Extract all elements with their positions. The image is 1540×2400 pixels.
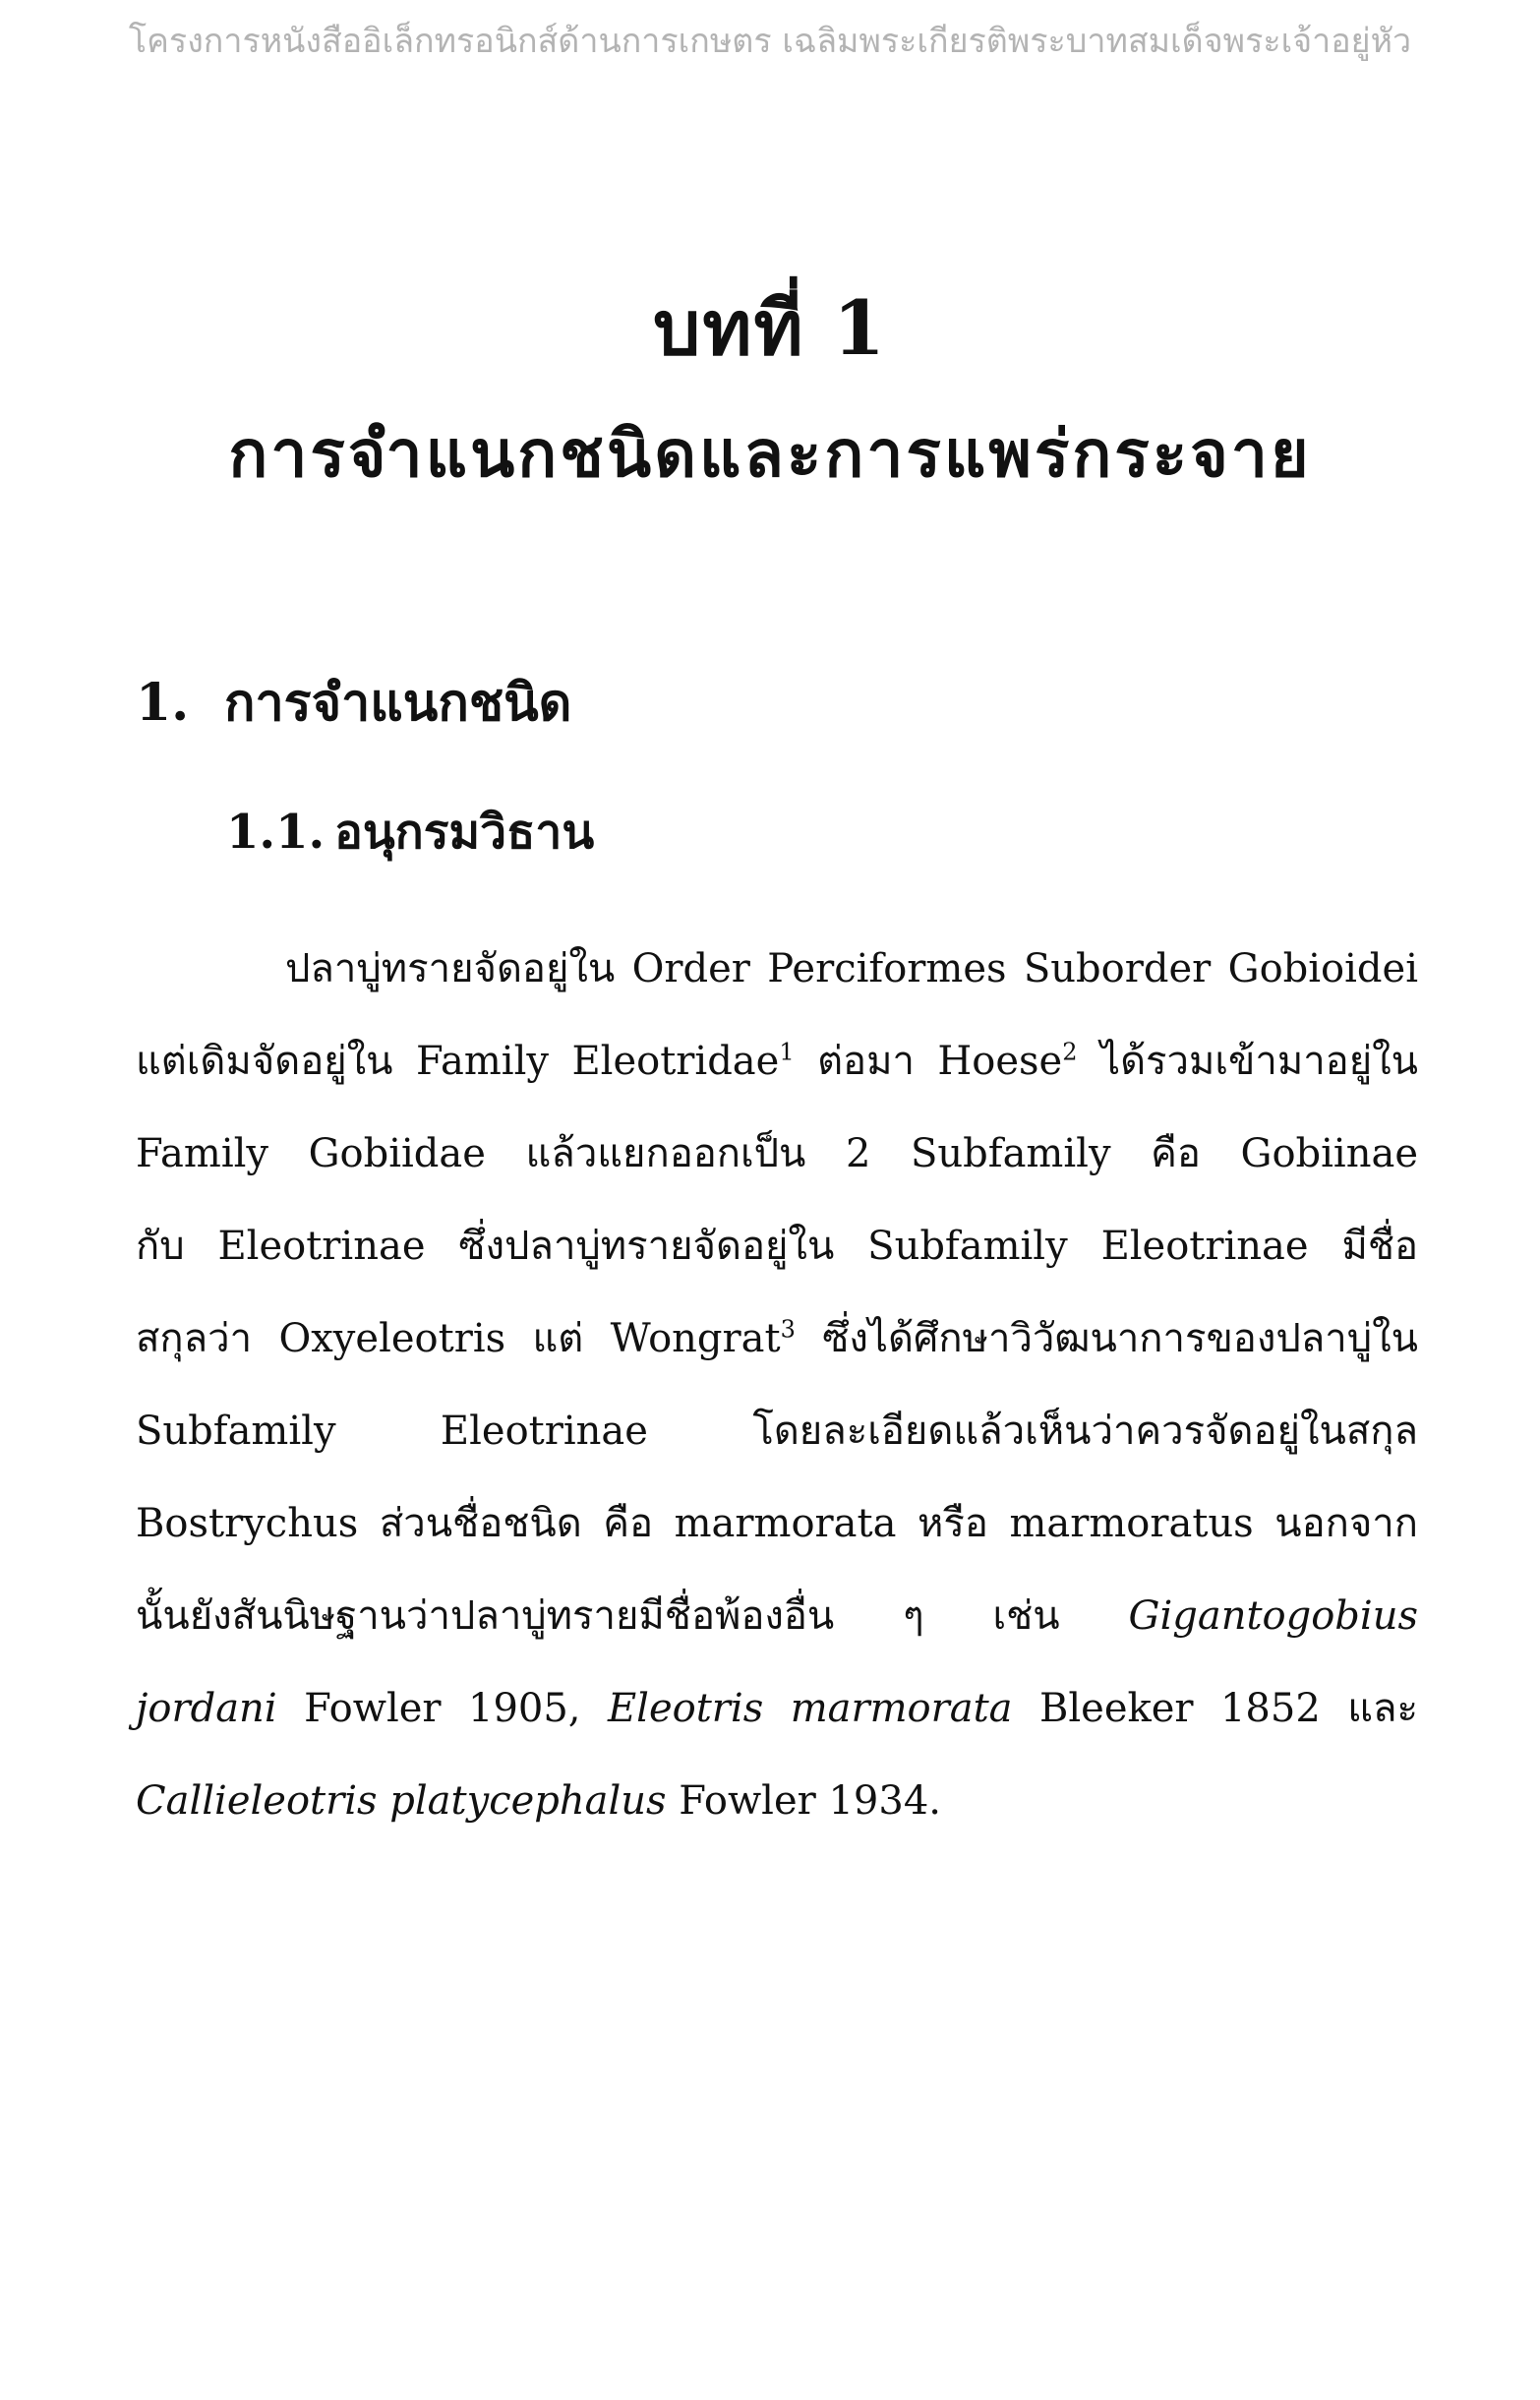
- species-name: Eleotris marmorata: [607, 1686, 1013, 1731]
- footnote-marker: 3: [780, 1315, 796, 1344]
- chapter-number: บทที่ 1: [653, 284, 887, 372]
- body-paragraph: [136, 923, 1418, 1847]
- section-number: 1.: [136, 673, 190, 733]
- section-title: การจำแนกชนิด: [224, 673, 572, 733]
- text-run: ได้รวมเข้ามาอยู่ใน: [1077, 1039, 1419, 1084]
- paragraph-line: [136, 923, 1418, 1015]
- species-name: jordani: [136, 1686, 277, 1731]
- species-name: Callieleotris platycephalus: [136, 1778, 667, 1824]
- watermark-header: โครงการหนังสืออิเล็กทรอนิกส์ด้านการเกษตร เฉลิมพระเกียรติพระบาทสมเด็จพระเจ้าอยู่หัว: [128, 22, 1412, 61]
- text-run: ซึ่งได้ศึกษาวิวัฒนาการของปลาบู่ใน: [795, 1316, 1418, 1361]
- footnote-marker: 2: [1062, 1038, 1078, 1066]
- text-run: ปลาบู่ทรายจัดอยู่ใน Order Perciformes Suborder Gobioidei: [285, 946, 1418, 991]
- text-run: นั้นยังสันนิษฐานว่าปลาบู่ทรายมีชื่อพ้องอื่น ๆ เช่น: [136, 1593, 1129, 1639]
- subsection-number: 1.1.: [226, 805, 326, 860]
- text-run: กับ Eleotrinae ซึ่งปลาบู่ทรายจัดอยู่ใน Subfamily Eleotrinae มีชื่อ: [136, 1224, 1418, 1269]
- subsection-heading: [226, 795, 594, 870]
- species-name: Gigantogobius: [1128, 1593, 1418, 1639]
- text-run: Bostrychus ส่วนชื่อชนิด คือ marmorata หรือ marmoratus นอกจาก: [136, 1501, 1418, 1546]
- text-run: Fowler 1905,: [276, 1686, 608, 1731]
- paragraph-line: [136, 1015, 1418, 1108]
- text-run: Fowler 1934.: [666, 1778, 941, 1824]
- paragraph-line: [136, 1477, 1418, 1570]
- text-run: สกุลว่า Oxyeleotris แต่ Wongrat: [136, 1316, 781, 1361]
- subsection-title: อนุกรมวิธาน: [334, 805, 595, 860]
- paragraph-line: [136, 1292, 1418, 1385]
- text-run: Family Gobiidae แล้วแยกออกเป็น 2 Subfamily คือ Gobiinae: [136, 1131, 1418, 1176]
- footnote-marker: 1: [779, 1038, 795, 1066]
- paragraph-line: [136, 1200, 1418, 1292]
- section-heading: [136, 661, 571, 743]
- chapter-title: การจำแนกชนิดและการแพร่กระจาย: [228, 415, 1312, 492]
- text-run: Bleeker 1852 และ: [1012, 1686, 1419, 1731]
- text-run: ต่อมา Hoese: [794, 1039, 1063, 1084]
- text-run: แต่เดิมจัดอยู่ใน Family Eleotridae: [136, 1039, 780, 1084]
- paragraph-line: [136, 1385, 1418, 1477]
- paragraph-line: [136, 1662, 1418, 1755]
- paragraph-line: [136, 1755, 1418, 1847]
- paragraph-line: [136, 1570, 1418, 1662]
- paragraph-line: [136, 1108, 1418, 1200]
- text-run: Subfamily Eleotrinae โดยละเอียดแล้วเห็นว่าควรจัดอยู่ในสกุล: [136, 1409, 1418, 1454]
